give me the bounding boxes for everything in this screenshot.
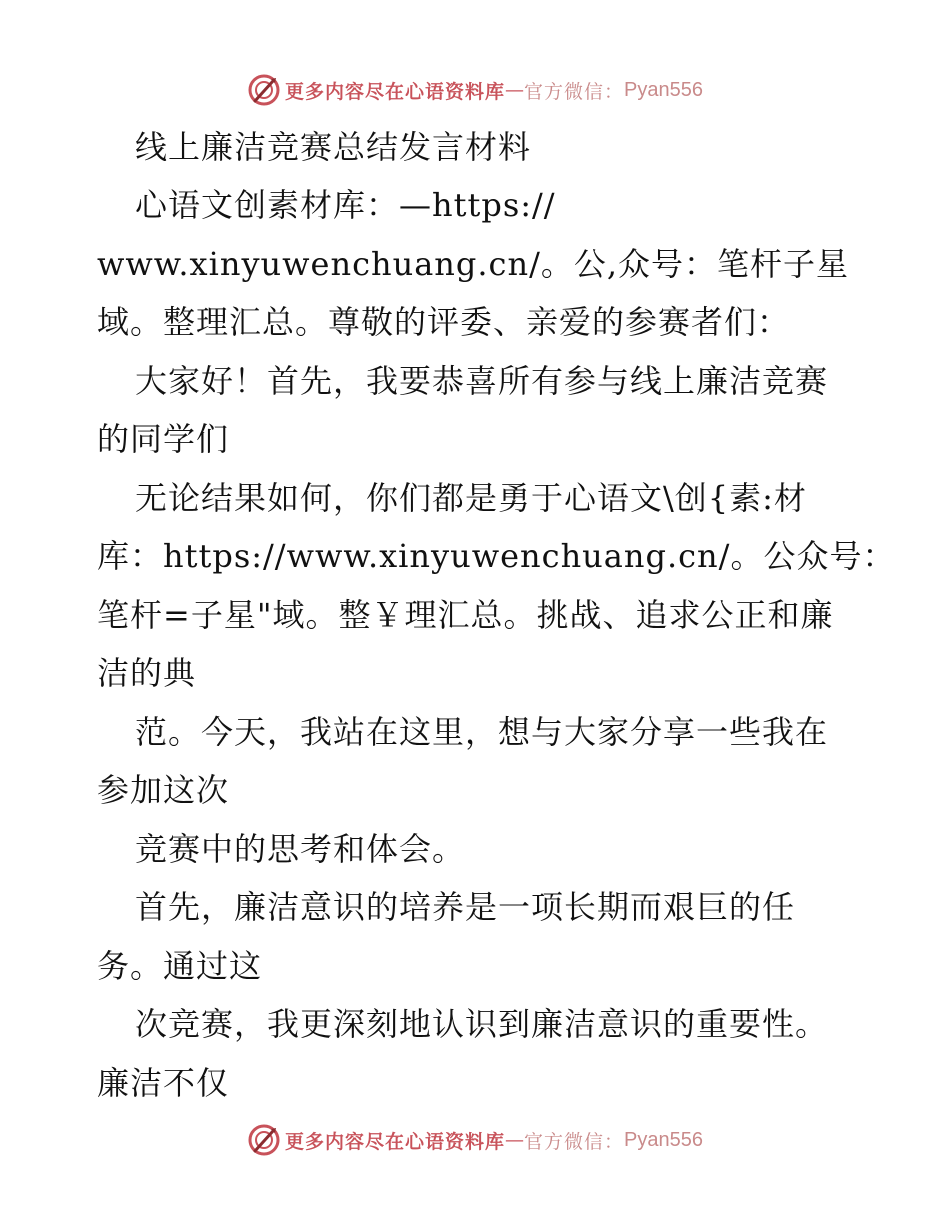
header-banner (0, 70, 950, 110)
text-line: www.xinyuwenchuang.cn/。公,众号：笔杆子星 (97, 245, 850, 283)
text-line: 务。通过这 (97, 947, 263, 985)
banner-brand: 更多内容尽在心语资料库 (285, 80, 506, 103)
logo-icon (247, 73, 281, 107)
text-line: 参加这次 (97, 771, 230, 809)
banner-dash: — (505, 1129, 525, 1151)
text-line: 竞赛中的思考和体会。 (135, 830, 466, 868)
banner-wechat-id: Pyan556 (624, 78, 703, 101)
text-line: 库：https://www.xinyuwenchuang.cn/。公众号： (97, 537, 896, 575)
banner-wechat-label: 官方微信： (524, 80, 625, 103)
text-line: 心语文创素材库：—https:// (135, 186, 556, 224)
banner-brand: 更多内容尽在心语资料库 (285, 1130, 506, 1153)
document-title: 线上廉洁竞赛总结发言材料 (135, 128, 532, 166)
banner-wechat-id: Pyan556 (624, 1128, 703, 1151)
text-line: 无论结果如何，你们都是勇于心语文\创{素:材 (135, 479, 807, 517)
text-line: 次竞赛，我更深刻地认识到廉洁意识的重要性。 (135, 1005, 829, 1043)
text-line: 的同学们 (97, 420, 230, 458)
text-line: 廉洁不仅 (97, 1064, 230, 1102)
text-line: 大家好！首先，我要恭喜所有参与线上廉洁竞赛 (135, 362, 829, 400)
footer-banner (0, 1120, 950, 1160)
text-line: 域。整理汇总。尊敬的评委、亲爱的参赛者们： (97, 303, 791, 341)
text-line: 范。今天，我站在这里，想与大家分享一些我在 (135, 713, 829, 751)
banner-dash: — (505, 79, 525, 101)
logo-icon (247, 1123, 281, 1157)
text-line: 洁的典 (97, 654, 197, 692)
text-line: 笔杆=子星"域。整￥理汇总。挑战、追求公正和廉 (97, 596, 834, 634)
text-line: 首先，廉洁意识的培养是一项长期而艰巨的任 (135, 888, 796, 926)
banner-wechat-label: 官方微信： (524, 1130, 625, 1153)
